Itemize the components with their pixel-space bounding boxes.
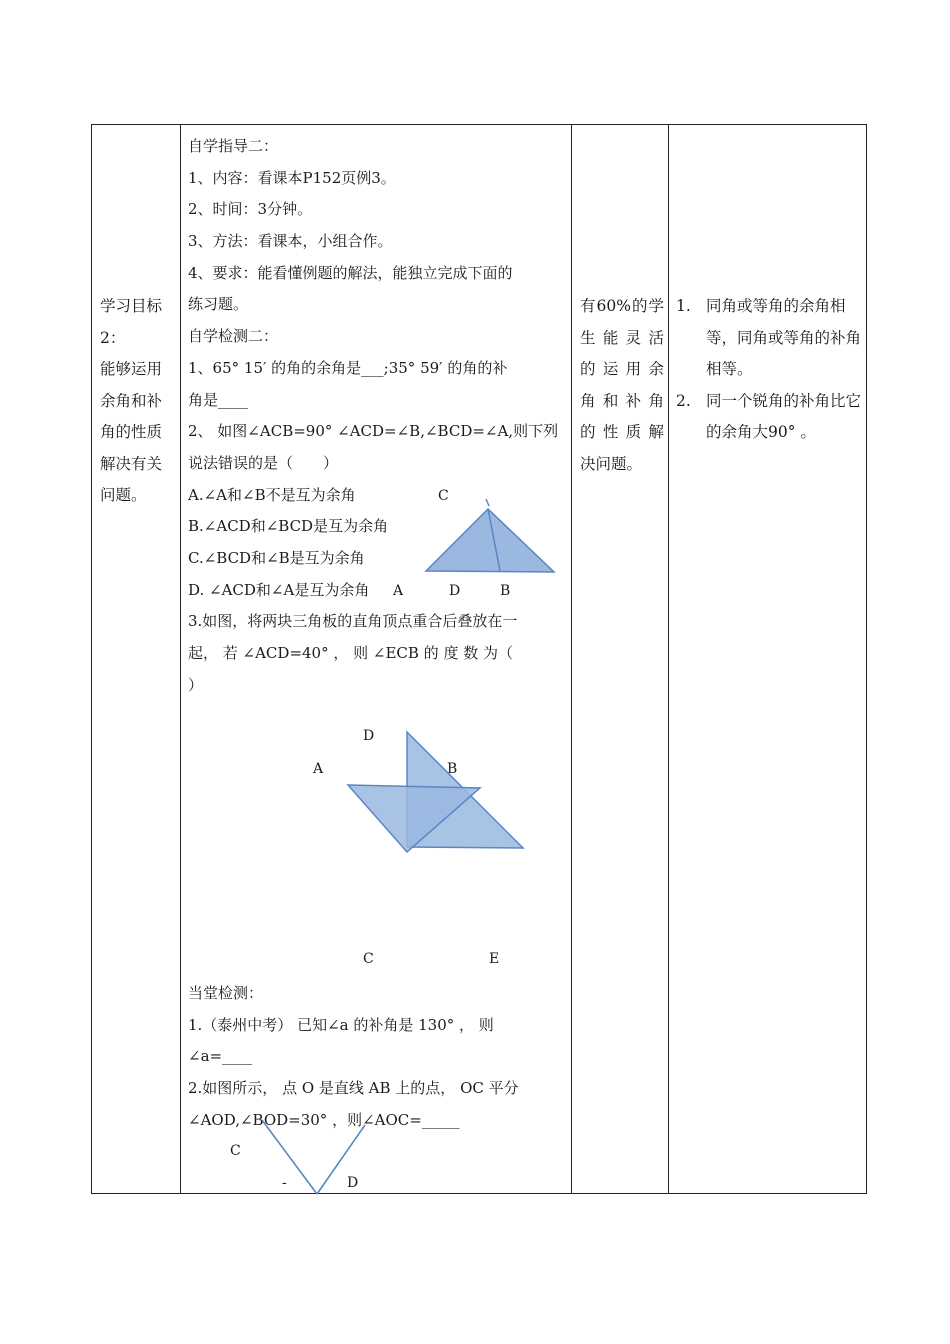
lesson-table bbox=[91, 124, 867, 1194]
guide-title: 自学指导二： bbox=[188, 137, 279, 155]
question-1-cont: 角是____ bbox=[188, 390, 249, 409]
check-title: 自学检测二： bbox=[188, 327, 279, 346]
achievement-line: 的运用余 bbox=[580, 360, 664, 378]
guide-item: 4、要求：能看懂例题的解法，能独立完成下面的 bbox=[188, 263, 513, 282]
summary-number: 2. bbox=[676, 391, 691, 410]
class-check-title: 当堂检测： bbox=[188, 984, 264, 1002]
figure-3-rays bbox=[92, 125, 868, 1195]
objective-line: 2： bbox=[100, 328, 126, 347]
achievement-line: 角和补角 bbox=[580, 391, 664, 410]
fig2-label-b: B bbox=[447, 761, 458, 777]
summary-text: 同角或等角的余角相等，同角或等角的补角相等。 bbox=[706, 297, 862, 378]
fig2-label-c: C bbox=[363, 951, 374, 967]
fig2-label-d: D bbox=[363, 728, 375, 744]
class-question-1-cont: ∠a=____ bbox=[188, 1047, 253, 1066]
guide-item: 2、时间：3分钟。 bbox=[188, 200, 313, 219]
objective-line: 问题。 bbox=[100, 486, 147, 504]
class-question-2: 2.如图所示， 点 O 是直线 AB 上的点， OC 平分 bbox=[188, 1079, 519, 1098]
fig1-label-c: C bbox=[438, 488, 449, 504]
achievement-cell bbox=[580, 291, 664, 480]
achievement-line: 生能灵活 bbox=[580, 328, 664, 347]
fig3-label-d: D bbox=[347, 1175, 359, 1191]
question-3: 3.如图，将两块三角板的直角顶点重合后叠放在一 bbox=[188, 612, 518, 631]
option-b: B.∠ACD和∠BCD是互为余角 bbox=[188, 517, 389, 536]
fig1-label-b: B bbox=[500, 583, 511, 599]
fig3-dash: - bbox=[282, 1175, 287, 1191]
achievement-line: 决问题。 bbox=[580, 454, 643, 473]
objective-line: 角的性质 bbox=[100, 423, 163, 441]
objective-line: 解决有关 bbox=[100, 454, 163, 473]
class-question-1: 1.（泰州中考） 已知∠a 的补角是 130° ， 则 bbox=[188, 1015, 494, 1034]
question-1: 1、65° 15′ 的角的余角是___;35° 59′ 的角的补 bbox=[188, 358, 508, 377]
option-d: D. ∠ACD和∠A是互为余角 bbox=[188, 580, 370, 599]
achievement-line: 的性质解 bbox=[580, 423, 664, 441]
question-3-cont: ） bbox=[188, 675, 204, 694]
ray-od bbox=[317, 1125, 365, 1194]
option-a: A.∠A和∠B不是互为余角 bbox=[188, 485, 356, 504]
summary-cell bbox=[676, 291, 864, 449]
summary-item bbox=[676, 386, 864, 449]
summary-number: 1. bbox=[676, 297, 691, 315]
question-3-cont: 起， 若 ∠ACD=40° ， 则 ∠ECB 的 度 数 为（ bbox=[188, 644, 513, 662]
objective-line: 余角和补 bbox=[100, 391, 163, 410]
achievement-line: 有60%的学 bbox=[580, 297, 664, 315]
summary-text: 同一个锐角的补角比它的余角大90° 。 bbox=[706, 391, 862, 441]
objective-line: 学习目标 bbox=[100, 297, 163, 315]
objective-line: 能够运用 bbox=[100, 360, 163, 378]
fig1-label-a: A bbox=[393, 583, 404, 599]
class-question-2-cont: ∠AOD,∠BOD=30° ，则∠AOC=_____ bbox=[188, 1110, 460, 1129]
fig2-label-e: E bbox=[489, 951, 500, 967]
fig1-label-d: D bbox=[449, 583, 461, 599]
guide-item: 1、内容：看课本P152页例3。 bbox=[188, 168, 396, 187]
fig2-label-a: A bbox=[313, 761, 324, 777]
option-c: C.∠BCD和∠B是互为余角 bbox=[188, 548, 365, 567]
summary-item bbox=[676, 291, 864, 386]
ray-oc bbox=[262, 1120, 317, 1194]
guide-item: 练习题。 bbox=[188, 295, 249, 314]
guide-item: 3、方法：看课本，小组合作。 bbox=[188, 232, 393, 251]
question-2: 2、 如图∠ACB=90° ∠ACD=∠B,∠BCD=∠A,则下列 bbox=[188, 422, 559, 441]
question-2-cont: 说法错误的是（ ） bbox=[188, 453, 339, 472]
fig3-label-c: C bbox=[230, 1143, 241, 1159]
